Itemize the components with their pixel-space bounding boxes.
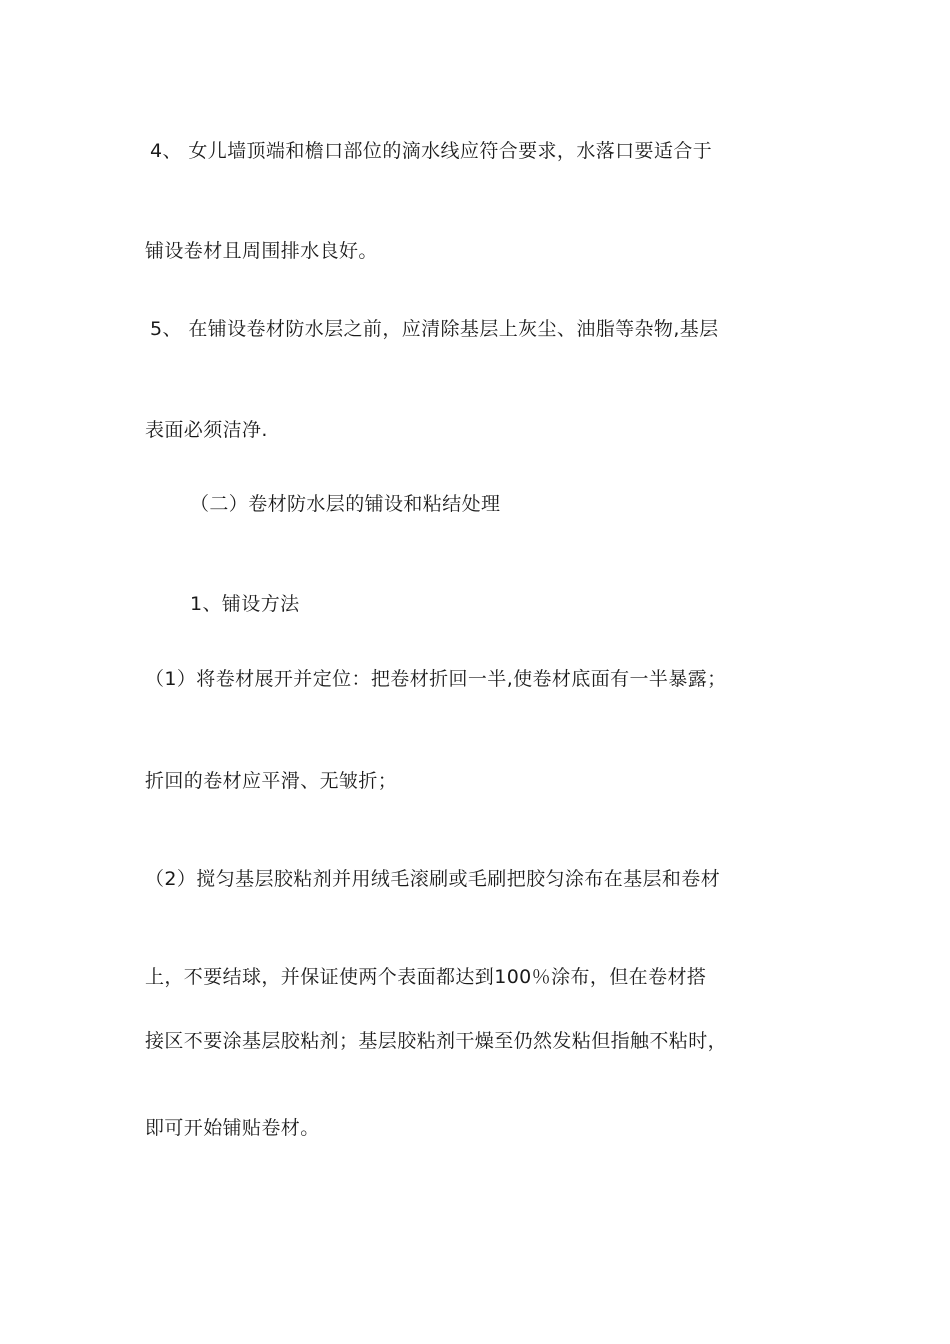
text-line-item-5: 5、 在铺设卷材防水层之前，应清除基层上灰尘、油脂等杂物,基层 [150, 318, 719, 340]
text-line-step-1-cont: 折回的卷材应平滑、无皱折； [145, 770, 398, 792]
text-line-item-4-cont: 铺设卷材且周围排水良好。 [145, 240, 378, 262]
text-line-item-5-cont: 表面必须洁净. [145, 419, 268, 441]
text-line-step-1: （1）将卷材展开并定位：把卷材折回一半,使卷材底面有一半暴露； [145, 668, 727, 690]
section-heading: （二）卷材防水层的铺设和粘结处理 [190, 493, 501, 515]
text-line-step-2-cont-3: 即可开始铺贴卷材。 [145, 1117, 320, 1139]
text-line-step-2-cont-2: 接区不要涂基层胶粘剂；基层胶粘剂干燥至仍然发粘但指触不粘时， [145, 1030, 728, 1052]
text-line-item-4: 4、 女儿墙顶端和檐口部位的滴水线应符合要求，水落口要适合于 [150, 140, 713, 162]
subsection-heading: 1、铺设方法 [190, 593, 300, 615]
text-line-step-2: （2）搅匀基层胶粘剂并用绒毛滚刷或毛刷把胶匀涂布在基层和卷材 [145, 868, 721, 890]
text-line-step-2-cont-1: 上，不要结球，并保证使两个表面都达到100％涂布，但在卷材搭 [145, 966, 707, 988]
